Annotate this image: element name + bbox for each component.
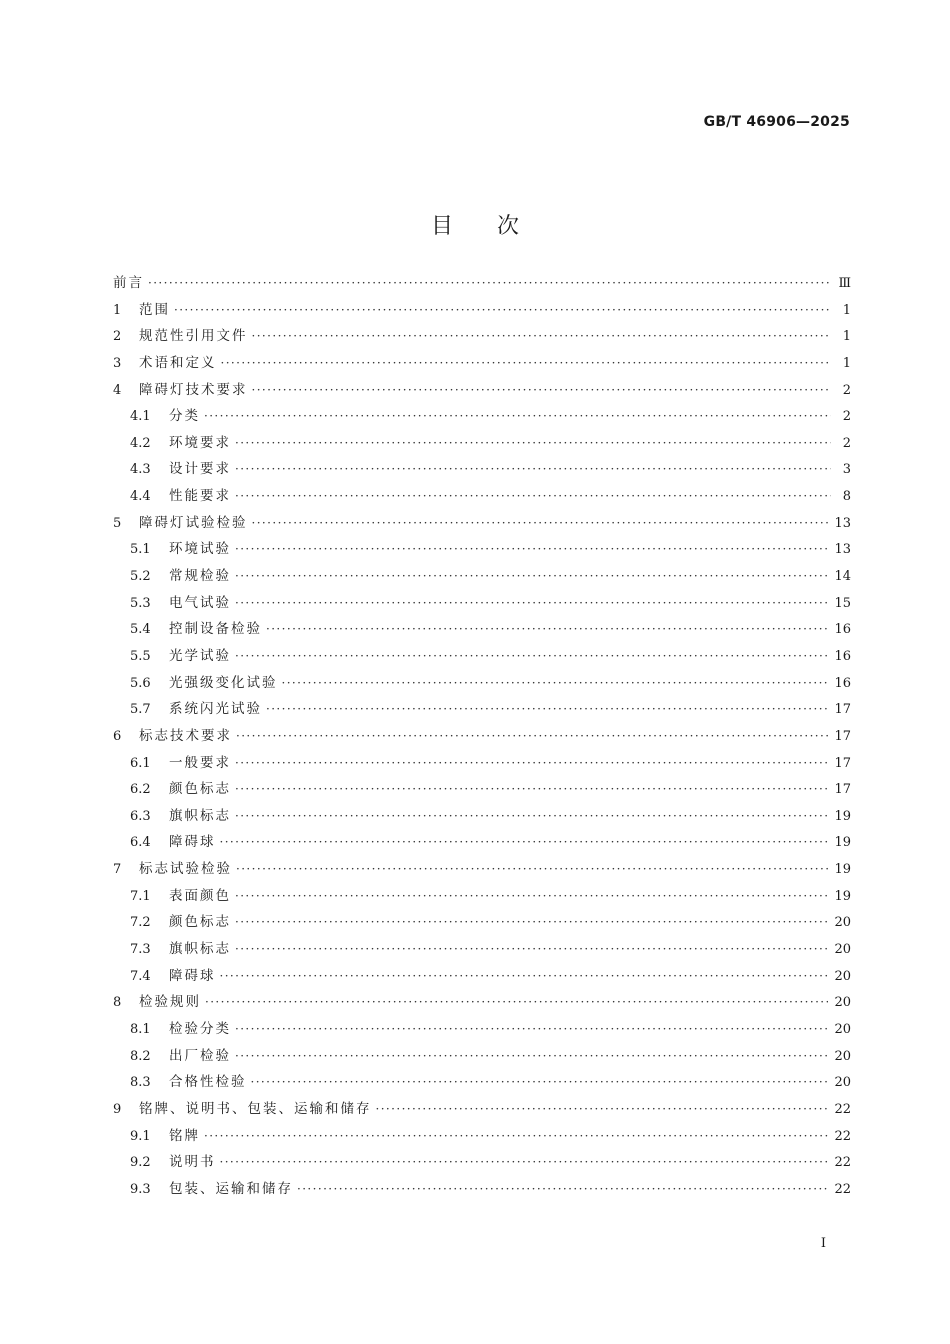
toc-entry-label: 电气试验 — [169, 594, 231, 611]
toc-dot-leader — [220, 829, 829, 856]
toc-entry-number: 6.4 — [130, 835, 151, 851]
toc-entry-label: 检验规则 — [139, 994, 201, 1011]
toc-entry-label: 表面颜色 — [169, 887, 231, 904]
toc-entry-page: 2 — [842, 382, 851, 398]
toc-entry-label: 环境试验 — [169, 541, 231, 558]
toc-entry[interactable] — [113, 1096, 851, 1123]
toc-entry-number: 5.7 — [130, 702, 151, 718]
toc-entry-page: 20 — [834, 1048, 851, 1064]
toc-entry[interactable] — [113, 1043, 851, 1070]
toc-dot-leader — [205, 989, 828, 1016]
toc-entry-label: 铭牌 — [169, 1127, 200, 1144]
toc-entry[interactable] — [113, 1123, 851, 1150]
toc-dot-leader — [174, 297, 831, 324]
toc-entry-label: 规范性引用文件 — [139, 328, 248, 345]
toc-entry-page: 20 — [834, 1021, 851, 1037]
toc-entry-number: 9.3 — [130, 1181, 151, 1197]
toc-entry[interactable] — [113, 1176, 851, 1203]
toc-entry-page: 17 — [834, 728, 851, 744]
toc-dot-leader — [376, 1096, 829, 1123]
toc-entry-page: 1 — [842, 302, 851, 318]
toc-dot-leader — [235, 750, 828, 777]
toc-entry-number: 5.2 — [130, 569, 151, 585]
toc-entry-number: 8.2 — [130, 1048, 151, 1064]
toc-dot-leader — [236, 723, 828, 750]
toc-entry-number: 6.3 — [130, 808, 151, 824]
toc-entry-page: 19 — [834, 888, 851, 904]
toc-entry-page: 8 — [842, 489, 851, 505]
toc-dot-leader — [235, 483, 831, 510]
toc-entry-page: 22 — [834, 1155, 851, 1171]
toc-entry-label: 障碍球 — [169, 967, 216, 984]
toc-entry[interactable] — [113, 803, 851, 830]
toc-entry-label: 颜色标志 — [169, 914, 231, 931]
toc-entry-number: 9 — [113, 1101, 122, 1117]
toc-entry-number: 4.4 — [130, 489, 151, 505]
toc-entry-number: 2 — [113, 329, 122, 345]
toc-entry-number: 6.1 — [130, 755, 151, 771]
toc-entry-page: 22 — [834, 1101, 851, 1117]
toc-entry-page: 16 — [834, 648, 851, 664]
toc-entry-label: 常规检验 — [169, 568, 231, 585]
toc-entry-number: 9.2 — [130, 1155, 151, 1171]
toc-dot-leader — [235, 909, 828, 936]
toc-entry[interactable] — [113, 616, 851, 643]
toc-entry[interactable] — [113, 536, 851, 563]
toc-entry[interactable] — [113, 270, 851, 297]
toc-dot-leader — [235, 430, 831, 457]
toc-entry-page: 14 — [834, 569, 851, 585]
toc-entry-label: 术语和定义 — [139, 354, 217, 371]
toc-entry-page: 20 — [834, 995, 851, 1011]
toc-dot-leader — [235, 536, 828, 563]
toc-entry-number: 8.1 — [130, 1021, 151, 1037]
toc-entry-label: 标志技术要求 — [139, 727, 232, 744]
toc-entry-label: 障碍灯技术要求 — [139, 381, 248, 398]
toc-entry-page: 20 — [834, 968, 851, 984]
toc-dot-leader — [235, 1043, 828, 1070]
toc-title: 目次 — [430, 213, 563, 239]
toc-entry[interactable] — [113, 750, 851, 777]
toc-entry-page: 1 — [842, 355, 851, 371]
toc-entry-label: 系统闪光试验 — [169, 701, 262, 718]
toc-entry-page: 13 — [834, 515, 851, 531]
toc-dot-leader — [251, 1069, 829, 1096]
toc-entry-page: 17 — [834, 782, 851, 798]
toc-entry-label: 光学试验 — [169, 647, 231, 664]
toc-dot-leader — [204, 403, 831, 430]
toc-entry[interactable] — [113, 563, 851, 590]
toc-entry-number: 6.2 — [130, 782, 151, 798]
toc-entry-label: 一般要求 — [169, 754, 231, 771]
toc-entry[interactable] — [113, 430, 851, 457]
toc-entry[interactable] — [113, 909, 851, 936]
toc-entry-number: 7.1 — [130, 888, 151, 904]
toc-entry-label: 旗帜标志 — [169, 807, 231, 824]
toc-entry-page: 16 — [834, 622, 851, 638]
toc-entry[interactable] — [113, 670, 851, 697]
toc-dot-leader — [282, 670, 829, 697]
toc-dot-leader — [220, 1149, 829, 1176]
toc-entry-label: 颜色标志 — [169, 781, 231, 798]
toc-entry-label: 合格性检验 — [169, 1074, 247, 1091]
toc-entry[interactable] — [113, 723, 851, 750]
toc-entry[interactable] — [113, 510, 851, 537]
toc-entry-number: 5 — [113, 515, 122, 531]
toc-entry[interactable] — [113, 297, 851, 324]
toc-entry-label: 障碍球 — [169, 834, 216, 851]
toc-entry-page: 22 — [834, 1181, 851, 1197]
toc-entry-number: 5.1 — [130, 542, 151, 558]
toc-entry[interactable] — [113, 696, 851, 723]
toc-dot-leader — [221, 350, 832, 377]
toc-entry-label: 包装、运输和储存 — [169, 1180, 293, 1197]
toc-entry[interactable] — [113, 350, 851, 377]
toc-entry-label: 光强级变化试验 — [169, 674, 278, 691]
toc-entry-number: 7.3 — [130, 942, 151, 958]
toc-entry-number: 4.2 — [130, 435, 151, 451]
toc-entry[interactable] — [113, 403, 851, 430]
toc-entry-number: 5.4 — [130, 622, 151, 638]
toc-dot-leader — [266, 696, 828, 723]
toc-dot-leader — [235, 1016, 828, 1043]
toc-entry-page: 19 — [834, 862, 851, 878]
toc-entry-page: 17 — [834, 702, 851, 718]
toc-entry-page: 20 — [834, 915, 851, 931]
standard-code: GB/T 46906—2025 — [703, 114, 850, 130]
toc-entry-number: 5.3 — [130, 595, 151, 611]
toc-entry-label: 控制设备检验 — [169, 621, 262, 638]
toc-entry-number: 4 — [113, 382, 122, 398]
toc-entry-number: 1 — [113, 302, 122, 318]
toc-entry-label: 设计要求 — [169, 461, 231, 478]
toc-entry-page: 19 — [834, 835, 851, 851]
toc-entry-label: 旗帜标志 — [169, 941, 231, 958]
toc-entry-label: 铭牌、说明书、包装、运输和储存 — [139, 1100, 372, 1117]
toc-entry-label: 前言 — [113, 275, 144, 291]
toc-dot-leader — [235, 643, 828, 670]
toc-entry-label: 分类 — [169, 408, 200, 425]
toc-entry-number: 5.5 — [130, 648, 151, 664]
toc-entry-number: 7.4 — [130, 968, 151, 984]
toc-dot-leader — [235, 936, 828, 963]
toc-entry-page: 20 — [834, 1075, 851, 1091]
toc-entry-page: 2 — [842, 435, 851, 451]
toc-entry-page: 19 — [834, 808, 851, 824]
toc-entry-page: 16 — [834, 675, 851, 691]
toc-entry-number: 4.3 — [130, 462, 151, 478]
toc-dot-leader — [252, 323, 832, 350]
toc-entry-number: 8.3 — [130, 1075, 151, 1091]
toc-entry-number: 9.1 — [130, 1128, 151, 1144]
toc-dot-leader — [235, 883, 828, 910]
toc-entry[interactable] — [113, 590, 851, 617]
toc-entry[interactable] — [113, 989, 851, 1016]
toc-entry-page: 3 — [842, 462, 851, 478]
toc-entry[interactable] — [113, 377, 851, 404]
toc-entry-number: 3 — [113, 355, 122, 371]
toc-dot-leader — [236, 856, 828, 883]
toc-entry[interactable] — [113, 483, 851, 510]
toc-dot-leader — [252, 377, 832, 404]
toc-entry[interactable] — [113, 1149, 851, 1176]
table-of-contents — [113, 270, 851, 1202]
toc-entry-page: 17 — [834, 755, 851, 771]
toc-entry[interactable] — [113, 1069, 851, 1096]
toc-entry-page: 13 — [834, 542, 851, 558]
toc-dot-leader — [235, 803, 828, 830]
toc-entry[interactable] — [113, 643, 851, 670]
toc-dot-leader — [235, 776, 828, 803]
toc-entry-page: 15 — [834, 595, 851, 611]
toc-entry[interactable] — [113, 963, 851, 990]
toc-dot-leader — [297, 1176, 828, 1203]
toc-dot-leader — [266, 616, 828, 643]
toc-entry-page: Ⅲ — [838, 276, 851, 291]
toc-entry-label: 性能要求 — [169, 488, 231, 505]
toc-entry-label: 检验分类 — [169, 1020, 231, 1037]
toc-dot-leader — [235, 456, 831, 483]
toc-dot-leader — [235, 590, 828, 617]
toc-entry-number: 6 — [113, 728, 122, 744]
toc-entry[interactable] — [113, 456, 851, 483]
toc-entry-number: 7 — [113, 862, 122, 878]
toc-entry[interactable] — [113, 1016, 851, 1043]
toc-entry-page: 22 — [834, 1128, 851, 1144]
toc-entry-page: 2 — [842, 409, 851, 425]
toc-dot-leader — [252, 510, 829, 537]
toc-entry-label: 障碍灯试验检验 — [139, 514, 248, 531]
toc-entry-label: 范围 — [139, 301, 170, 318]
toc-dot-leader — [220, 963, 829, 990]
toc-entry-label: 出厂检验 — [169, 1047, 231, 1064]
toc-dot-leader — [204, 1123, 828, 1150]
toc-entry-number: 5.6 — [130, 675, 151, 691]
toc-dot-leader — [235, 563, 828, 590]
toc-dot-leader — [148, 270, 831, 297]
toc-entry[interactable] — [113, 856, 851, 883]
toc-entry[interactable] — [113, 883, 851, 910]
toc-entry-number: 8 — [113, 995, 122, 1011]
toc-entry-label: 环境要求 — [169, 434, 231, 451]
toc-entry[interactable] — [113, 323, 851, 350]
toc-entry[interactable] — [113, 936, 851, 963]
toc-entry[interactable] — [113, 829, 851, 856]
toc-entry-page: 1 — [842, 329, 851, 345]
toc-entry-label: 标志试验检验 — [139, 861, 232, 878]
toc-entry-label: 说明书 — [169, 1154, 216, 1171]
toc-entry-number: 7.2 — [130, 915, 151, 931]
toc-entry[interactable] — [113, 776, 851, 803]
toc-entry-page: 20 — [834, 942, 851, 958]
toc-entry-number: 4.1 — [130, 409, 151, 425]
page-number: Ⅰ — [820, 1236, 826, 1251]
